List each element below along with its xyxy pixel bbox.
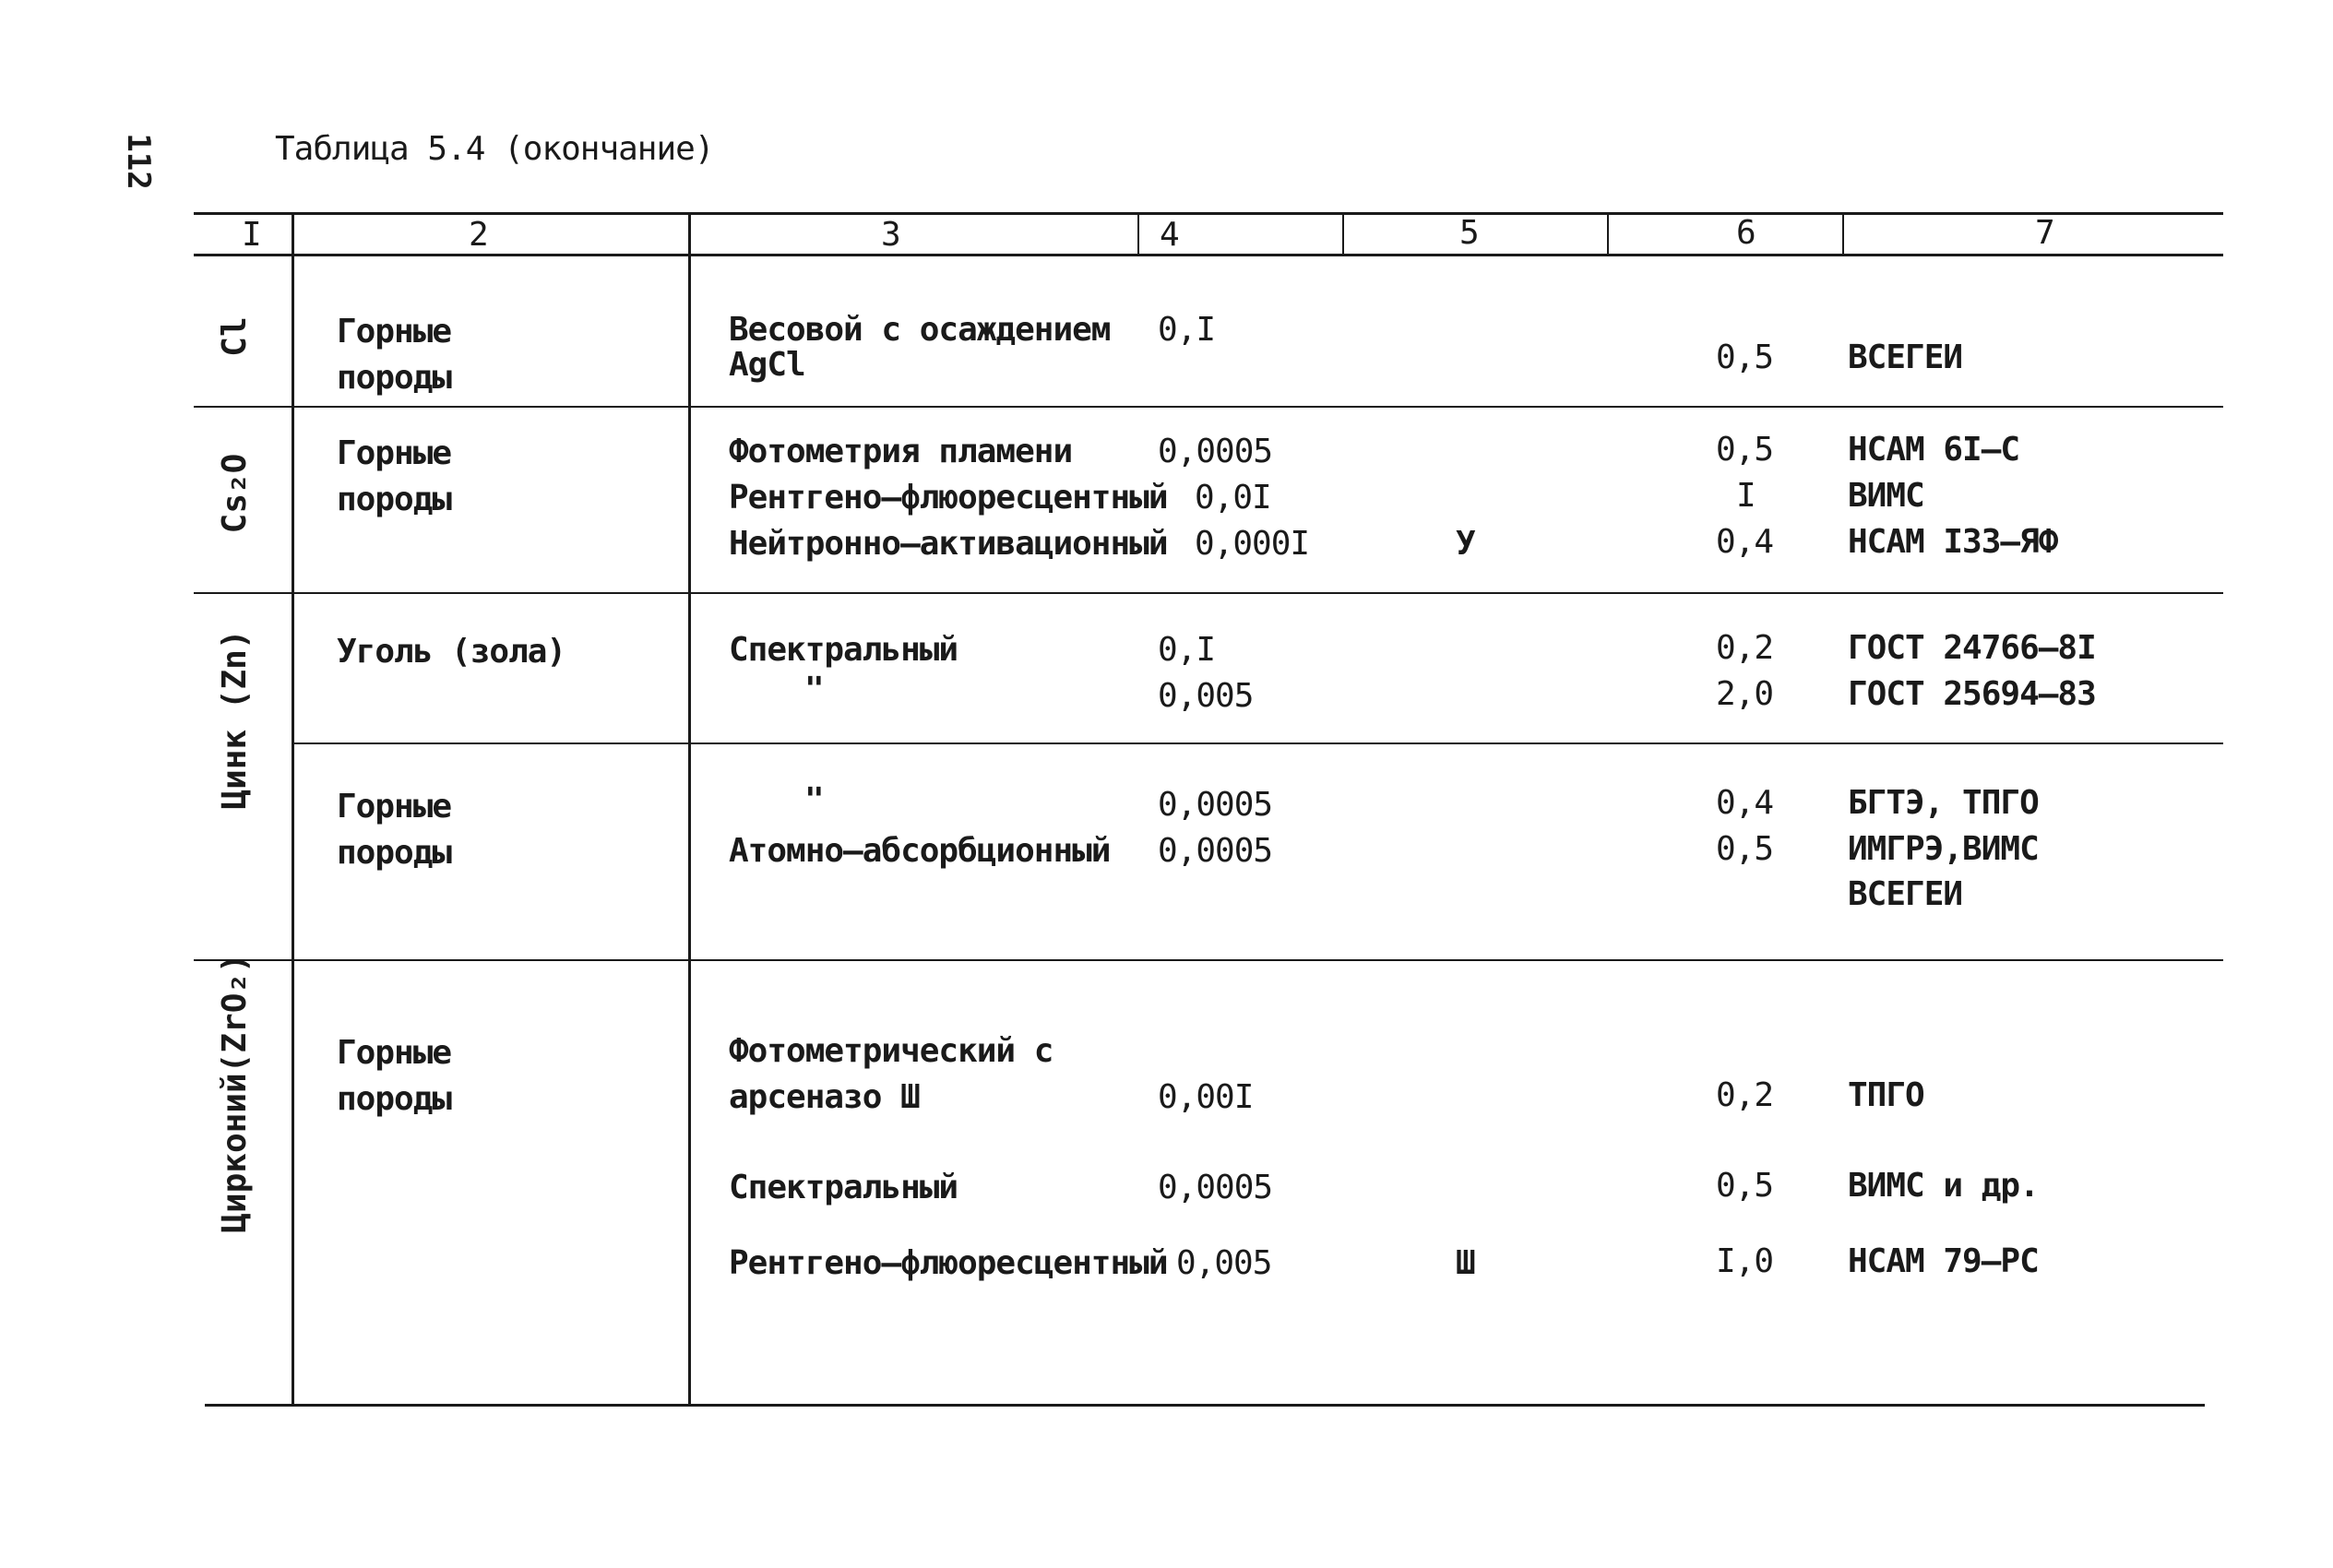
- method-cs-3: Нейтронно–активационный: [729, 525, 1168, 563]
- col6-zn-4: 0,5: [1716, 830, 1774, 868]
- sens-cs-1: 0,0005: [1158, 433, 1273, 470]
- vrule-2: [688, 212, 691, 1406]
- matrix-zn-rock-1: Горные: [337, 788, 452, 826]
- element-zr: Цирконий(ZrO₂): [216, 953, 254, 1233]
- method-zr-3: Рентгено–флюоресцентный: [729, 1244, 1168, 1282]
- org-zr-2: ВИМС и др.: [1848, 1167, 2039, 1205]
- matrix-zr-1: Горные: [337, 1034, 452, 1072]
- matrix-cl-2: породы: [337, 359, 452, 397]
- org-zn-3: БГТЭ, ТПГО: [1848, 784, 2039, 822]
- element-cs2o: Cs₂O: [216, 453, 254, 534]
- org-cl-1: ВСЕГЕИ: [1848, 339, 1963, 376]
- col6-zn-3: 0,4: [1716, 784, 1774, 822]
- method-zn-1: Спектральный: [729, 631, 958, 669]
- header-col-3: 3: [881, 216, 900, 254]
- sens-zn-2: 0,005: [1158, 677, 1254, 715]
- col6-cs-2: I: [1736, 477, 1756, 515]
- rule-subrow-zn: [292, 742, 2223, 744]
- org-zr-1: ТПГО: [1848, 1076, 1924, 1114]
- org-zn-1: ГОСТ 24766–8I: [1848, 629, 2096, 667]
- org-cs-2: ВИМС: [1848, 477, 1924, 515]
- sens-cs-2: 0,0I: [1195, 479, 1271, 517]
- matrix-zr-2: породы: [337, 1080, 452, 1118]
- rule-row-zn: [194, 959, 2223, 961]
- method-zn-4: Атомно–абсорбционный: [729, 832, 1111, 870]
- method-zr-1a: Фотометрический с: [729, 1032, 1053, 1070]
- table-caption: Таблица 5.4 (окончание): [275, 130, 714, 168]
- col5-cs-3: У: [1456, 525, 1475, 563]
- sens-zr-1: 0,00I: [1158, 1078, 1254, 1116]
- sens-zn-3: 0,0005: [1158, 786, 1273, 824]
- col6-zr-3: I,0: [1716, 1242, 1774, 1280]
- header-col-4: 4: [1160, 216, 1179, 254]
- element-zn: Цинк (Zn): [216, 629, 254, 810]
- vrule-1: [292, 212, 294, 1406]
- matrix-cl-1: Горные: [337, 313, 452, 350]
- col6-zn-1: 0,2: [1716, 629, 1774, 667]
- col6-cl-1: 0,5: [1716, 339, 1774, 376]
- method-zr-2: Спектральный: [729, 1169, 958, 1206]
- rule-header-bottom: [194, 254, 2223, 256]
- sens-cl-1: 0,I: [1158, 311, 1216, 349]
- col6-zr-1: 0,2: [1716, 1076, 1774, 1114]
- method-zn-3: ": [804, 781, 824, 819]
- element-cl: Cl: [216, 316, 254, 357]
- method-zn-2: ": [804, 671, 824, 708]
- rule-row-cs: [194, 592, 2223, 594]
- method-cs-1: Фотометрия пламени: [729, 433, 1073, 470]
- rule-bottom: [205, 1404, 2205, 1407]
- org-cs-1: НСАМ 6I–С: [1848, 431, 2020, 469]
- header-col-2: 2: [469, 216, 488, 254]
- rule-top: [194, 212, 2223, 215]
- org-zn-5: ВСЕГЕИ: [1848, 875, 1963, 913]
- method-cl-1a: Весовой с осаждением: [729, 311, 1111, 349]
- col6-zr-2: 0,5: [1716, 1167, 1774, 1205]
- sens-zn-4: 0,0005: [1158, 832, 1273, 870]
- org-zn-4: ИМГРЭ,ВИМС: [1848, 830, 2039, 868]
- col5-zr-3: Ш: [1456, 1244, 1475, 1282]
- sens-zr-2: 0,0005: [1158, 1169, 1273, 1206]
- col6-cs-3: 0,4: [1716, 523, 1774, 561]
- org-cs-3: НСАМ I33–ЯФ: [1848, 523, 2058, 561]
- vrule-6: [1842, 212, 1844, 255]
- method-cl-1b: AgCl: [729, 346, 805, 384]
- vrule-3: [1137, 212, 1139, 255]
- page-number: 112: [120, 133, 157, 190]
- rule-row-cl: [194, 406, 2223, 408]
- header-col-1: I: [242, 216, 261, 254]
- vrule-4: [1342, 212, 1344, 255]
- header-col-6: 6: [1736, 214, 1756, 252]
- method-cs-2: Рентгено–флюоресцентный: [729, 479, 1168, 517]
- vrule-5: [1607, 212, 1609, 255]
- sens-cs-3: 0,000I: [1195, 525, 1310, 563]
- header-col-5: 5: [1459, 214, 1479, 252]
- matrix-cs-1: Горные: [337, 434, 452, 472]
- method-zr-1b: арсеназо Ш: [729, 1078, 920, 1116]
- header-col-7: 7: [2035, 214, 2054, 252]
- col6-zn-2: 2,0: [1716, 675, 1774, 713]
- org-zn-2: ГОСТ 25694–83: [1848, 675, 2096, 713]
- matrix-zn-1: Уголь (зола): [337, 633, 566, 671]
- org-zr-3: НСАМ 79–РС: [1848, 1242, 2039, 1280]
- col6-cs-1: 0,5: [1716, 431, 1774, 469]
- sens-zn-1: 0,I: [1158, 631, 1216, 669]
- matrix-zn-rock-2: породы: [337, 834, 452, 872]
- sens-zr-3: 0,005: [1176, 1244, 1272, 1282]
- matrix-cs-2: породы: [337, 481, 452, 518]
